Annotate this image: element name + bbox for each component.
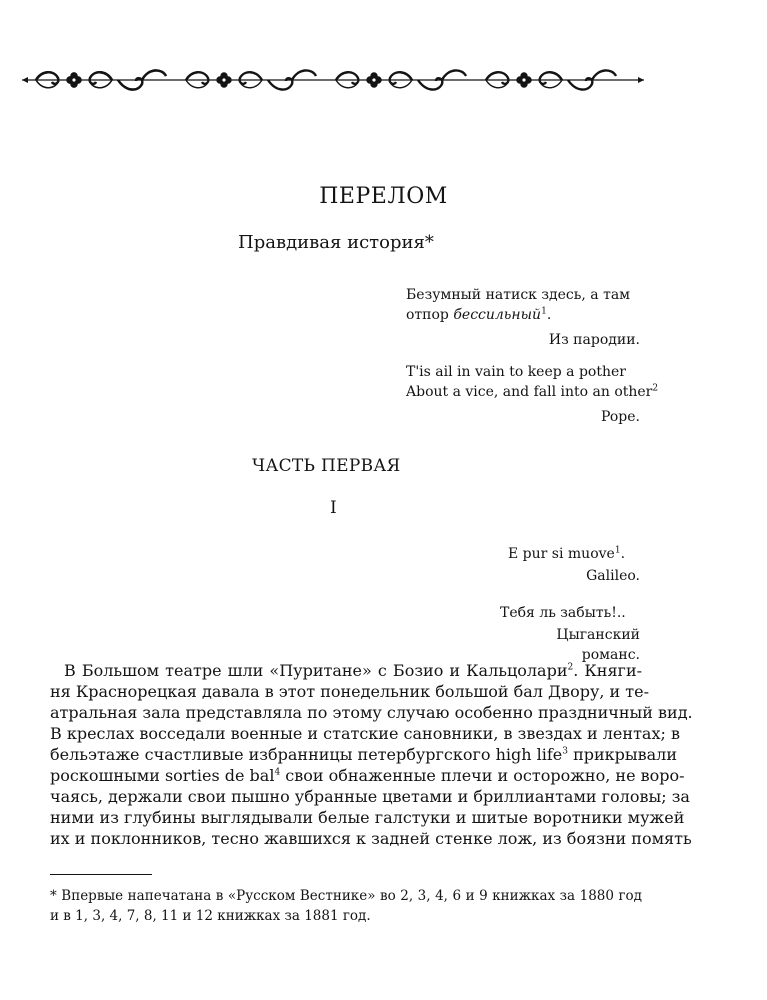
epigraph-source: Galileo. (586, 568, 640, 584)
footnote-line: и в 1, 3, 4, 7, 8, 11 и 12 книжках за 1881 год. (50, 908, 371, 924)
body-line: их и поклонников, тесно жавшихся к задней стенке лож, из боязни помять (50, 829, 692, 848)
footnote-line: * Впервые напечатана в «Русском Вестнике» во 2, 3, 4, 6 и 9 книжках за 1880 год (50, 888, 642, 904)
body-line: ними из глубины выглядывали белые галстуки и шитые воротники мужей (50, 808, 685, 827)
body-paragraph (50, 660, 693, 849)
body-line: ня Краснорецкая давала в этот понедельник большой бал Двору, и те- (50, 682, 649, 701)
epigraph (500, 603, 640, 665)
body-line: чаясь, держали свои пышно убранные цветами и бриллиантами головы; за (50, 787, 690, 806)
footnote-divider (50, 874, 152, 875)
epigraph (406, 362, 659, 427)
epigraph-line: E pur si muove$^1$. (508, 545, 626, 562)
body-line: роскошными sorties de bal$^4$ свои обнаженные плечи и осторожно, не воро- (50, 766, 685, 785)
body-line: В Большом театре шли «Пуритане» с Бозио и Кальцолари$^2$. Княги- (64, 661, 643, 680)
part-heading: ЧАСТЬ ПЕРВАЯ (252, 456, 401, 476)
body-line: бельэтаже счастливые избранницы петербургского high life$^3$ прикрывали (50, 745, 678, 764)
epigraph (406, 285, 640, 350)
epigraph (508, 544, 640, 586)
decorative-ornament-band (22, 62, 644, 98)
epigraph-source: Цыганский романс. (556, 627, 640, 663)
epigraph-line: About a vice, and fall into an other$^2$ (406, 383, 659, 400)
page-title: ПЕРЕЛОМ (319, 184, 448, 209)
epigraph-line: T'is ail in vain to keep a pother (406, 364, 626, 380)
epigraph-source: Pope. (601, 409, 640, 425)
epigraph-source: Из пародии. (548, 332, 640, 348)
body-line: атральная зала представляла по этому случаю особенно праздничный вид. (50, 703, 693, 722)
page-subtitle: Правдивая история* (238, 232, 434, 253)
epigraph-line: Безумный натиск здесь, а там (406, 287, 631, 303)
epigraph-line: Тебя ль забыть!.. (500, 605, 626, 621)
epigraph-line: отпор бессильный$^1$. (406, 306, 552, 323)
footnote (50, 886, 642, 926)
chapter-number: I (330, 498, 337, 518)
body-line: В креслах восседали военные и статские сановники, в звездах и лентах; в (50, 724, 680, 743)
